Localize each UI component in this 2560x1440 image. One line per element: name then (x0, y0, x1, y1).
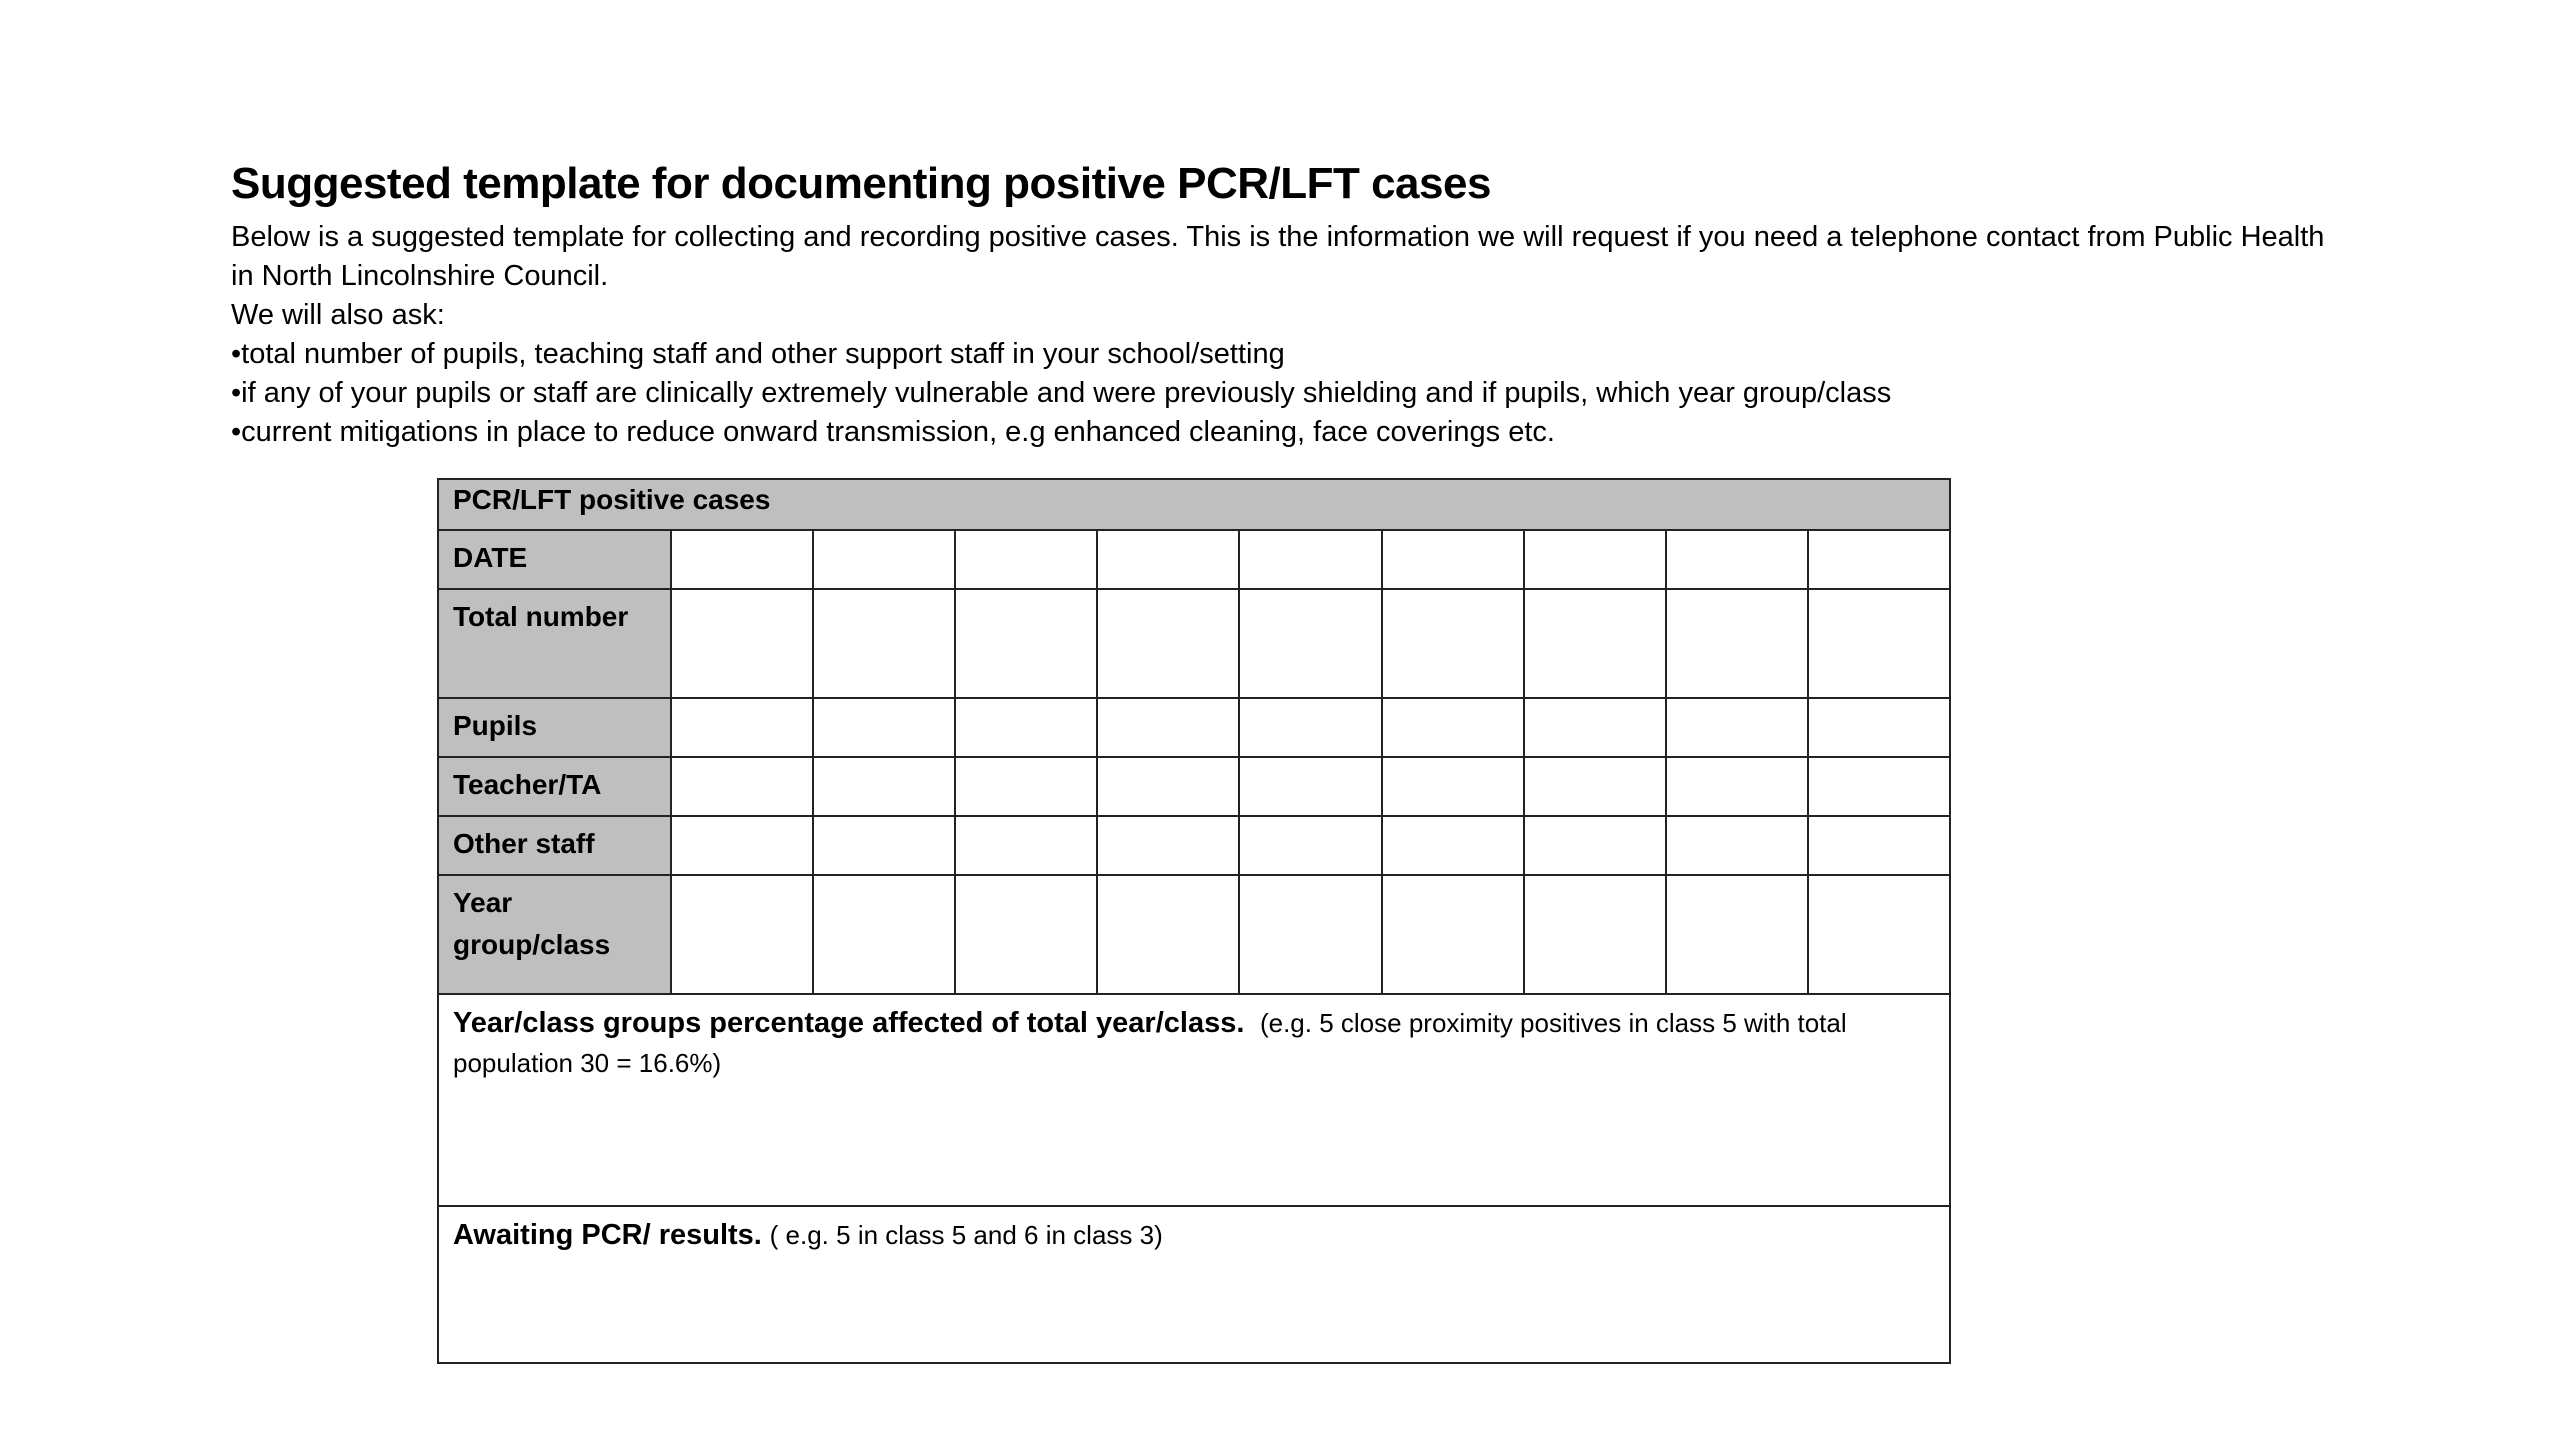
row-label-other-staff: Other staff (438, 816, 671, 875)
bullet-item: •if any of your pupils or staff are clinically extremely vulnerable and were previously shielding and if pupils, which year group/class (231, 377, 1892, 409)
table-cell[interactable] (1239, 530, 1381, 589)
percentage-note: (e.g. 5 close proximity positives in class 5 with total population 30 = 16.6%) (453, 1008, 1847, 1078)
table-cell[interactable] (1382, 875, 1524, 994)
table-cell[interactable] (813, 589, 955, 698)
bullet-item: •total number of pupils, teaching staff and other support staff in your school/setting (231, 338, 1285, 370)
table-row-pupils (438, 698, 1950, 757)
table-cell[interactable] (1808, 530, 1950, 589)
table-row-total (438, 589, 1950, 698)
table-cell[interactable] (955, 757, 1097, 816)
also-ask-text: We will also ask: (231, 299, 445, 331)
table-cell[interactable] (1239, 875, 1381, 994)
table-cell[interactable] (1097, 530, 1239, 589)
intro-paragraph: Below is a suggested template for collecting and recording positive cases. This is the information we will request if you need a telephone contact from Public Health in North Lincolnshire Council. (231, 221, 2325, 292)
table-cell[interactable] (1808, 698, 1950, 757)
table-cell[interactable] (955, 589, 1097, 698)
table-cell[interactable] (1382, 757, 1524, 816)
table-cell[interactable] (1239, 589, 1381, 698)
table-row-year-group (438, 875, 1950, 994)
table-cell[interactable] (1808, 589, 1950, 698)
table-cell[interactable] (1097, 875, 1239, 994)
table-cell[interactable] (1808, 875, 1950, 994)
table-cell[interactable] (813, 698, 955, 757)
table-cell[interactable] (1524, 816, 1666, 875)
table-cell[interactable] (1382, 816, 1524, 875)
table-cell[interactable] (1524, 589, 1666, 698)
table-row-date (438, 530, 1950, 589)
table-header: PCR/LFT positive cases (438, 479, 1950, 530)
table-row-other-staff (438, 816, 1950, 875)
table-cell[interactable] (1097, 589, 1239, 698)
table-cell[interactable] (671, 875, 813, 994)
table-cell[interactable] (1524, 757, 1666, 816)
table-cell[interactable] (671, 589, 813, 698)
awaiting-note: ( e.g. 5 in class 5 and 6 in class 3) (769, 1220, 1163, 1250)
row-label-total: Total number (438, 589, 671, 698)
table-cell[interactable] (813, 816, 955, 875)
page-title: Suggested template for documenting positive PCR/LFT cases (231, 159, 1491, 208)
row-label-pupils: Pupils (438, 698, 671, 757)
table-cell[interactable] (1666, 698, 1808, 757)
table-cell[interactable] (1666, 875, 1808, 994)
table-cell[interactable] (1524, 698, 1666, 757)
bullet-item: •current mitigations in place to reduce onward transmission, e.g enhanced cleaning, face coverings etc. (231, 416, 1555, 448)
awaiting-label: Awaiting PCR/ results. (453, 1219, 762, 1251)
table-header-row (438, 479, 1950, 530)
table-cell[interactable] (955, 816, 1097, 875)
percentage-cell[interactable] (438, 994, 1950, 1206)
table-cell[interactable] (1524, 530, 1666, 589)
table-cell[interactable] (671, 698, 813, 757)
table-cell[interactable] (955, 698, 1097, 757)
table-cell[interactable] (813, 875, 955, 994)
table-cell[interactable] (813, 530, 955, 589)
table-cell[interactable] (1239, 816, 1381, 875)
table-cell[interactable] (1239, 698, 1381, 757)
table-cell[interactable] (955, 530, 1097, 589)
table-cell[interactable] (1808, 816, 1950, 875)
table-cell[interactable] (671, 757, 813, 816)
table-cell[interactable] (1382, 530, 1524, 589)
table-cell[interactable] (1239, 757, 1381, 816)
table-cell[interactable] (1666, 530, 1808, 589)
awaiting-cell[interactable] (438, 1206, 1950, 1363)
table-cell[interactable] (1097, 698, 1239, 757)
table-cell[interactable] (1382, 589, 1524, 698)
table-cell[interactable] (955, 875, 1097, 994)
table-cell[interactable] (1524, 875, 1666, 994)
table-cell[interactable] (1808, 757, 1950, 816)
table-cell[interactable] (813, 757, 955, 816)
table-cell[interactable] (1097, 816, 1239, 875)
row-label-year-group: Year group/class (438, 875, 671, 994)
intro-text (231, 218, 2351, 452)
table-row-teacher (438, 757, 1950, 816)
table-cell[interactable] (1097, 757, 1239, 816)
table-cell[interactable] (671, 530, 813, 589)
table-cell[interactable] (1666, 816, 1808, 875)
table-cell[interactable] (1666, 589, 1808, 698)
table-cell[interactable] (1666, 757, 1808, 816)
table-cell[interactable] (671, 816, 813, 875)
row-label-teacher: Teacher/TA (438, 757, 671, 816)
table-cell[interactable] (1382, 698, 1524, 757)
row-label-date: DATE (438, 530, 671, 589)
percentage-label: Year/class groups percentage affected of total year/class. (453, 1007, 1245, 1039)
cases-table (437, 478, 1951, 1364)
table-row-awaiting (438, 1206, 1950, 1363)
table-row-percentage (438, 994, 1950, 1206)
